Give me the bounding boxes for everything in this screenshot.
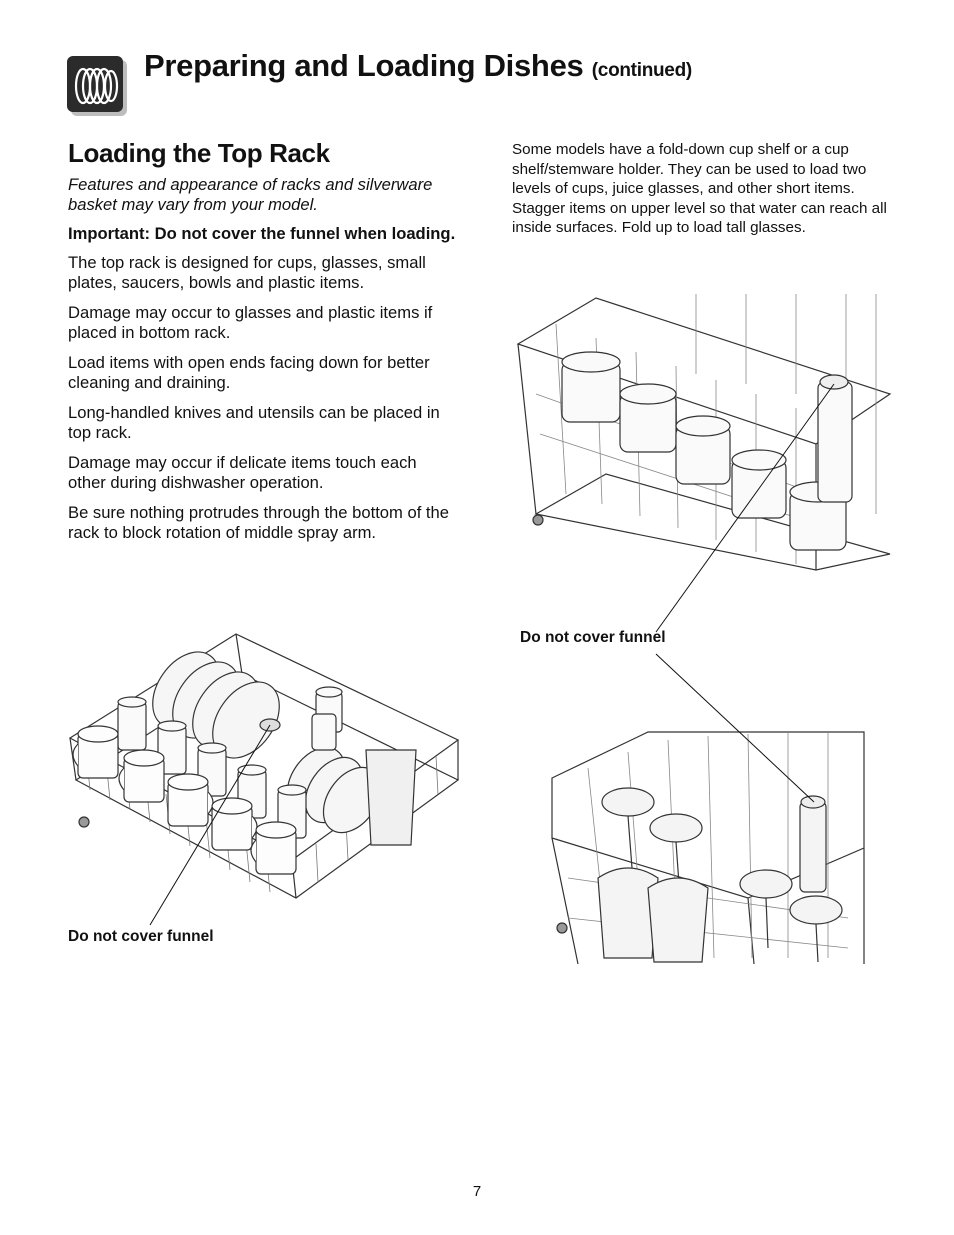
title-suffix: (continued) <box>591 60 692 81</box>
left-column <box>68 138 458 553</box>
important-note: Important: Do not cover the funnel when loading. <box>68 224 456 243</box>
paragraph: Load items with open ends facing down for better cleaning and draining. <box>68 353 430 392</box>
section-heading: Loading the Top Rack <box>68 138 330 168</box>
right-callout-leader <box>600 640 830 810</box>
page-number: 7 <box>472 1183 482 1200</box>
paragraph: Long-handled knives and utensils can be placed in top rack. <box>68 403 440 442</box>
stacked-plates-icon <box>67 56 127 116</box>
paragraph: Damage may occur if delicate items touch each other during dishwasher operation. <box>68 453 417 492</box>
page-title: Preparing and Loading Dishes (continued) <box>144 48 692 83</box>
intro-note: Features and appearance of racks and silverware basket may vary from your model. <box>68 175 433 214</box>
cup-shelf-paragraph: Some models have a fold-down cup shelf or a cup shelf/stemware holder. They can be used to load two levels of cups, juice glasses, and other short items. Stagger items on upper level so that water can reach all inside surfaces. Fold up to load tall glasses. <box>512 141 887 236</box>
paragraph: Be sure nothing protrudes through the bottom of the rack to block rotation of middle spray arm. <box>68 503 449 542</box>
paragraph: The top rack is designed for cups, glasses, small plates, saucers, bowls and plastic items. <box>68 253 426 292</box>
paragraph: Damage may occur to glasses and plastic items if placed in bottom rack. <box>68 303 433 342</box>
cup-shelf-illustration <box>516 294 892 572</box>
right-funnel-callout: Do not cover funnel <box>520 629 666 646</box>
left-funnel-callout: Do not cover funnel <box>68 928 214 945</box>
top-rack-illustration <box>66 630 466 905</box>
right-column <box>512 140 904 238</box>
